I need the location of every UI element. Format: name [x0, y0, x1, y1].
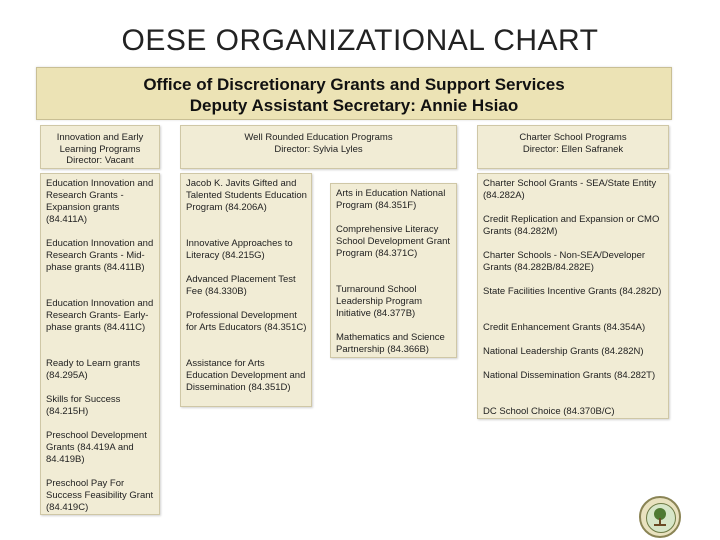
office-name: Office of Discretionary Grants and Support Services [143, 75, 565, 94]
header-well-rounded-director: Director: Sylvia Lyles [274, 143, 363, 155]
list-item: Jacob K. Javits Gifted and Talented Students Education Program (84.206A) [186, 178, 307, 213]
list-item: Skills for Success (84.215H) [46, 394, 121, 417]
column-charter [477, 173, 669, 419]
list-item: DC School Choice (84.370B/C) [483, 406, 615, 417]
header-early-learning-line1: Innovation and Early [56, 132, 144, 143]
list-item: Education Innovation and Research Grants - Mid-phase grants (84.411B) [46, 238, 154, 273]
deputy-secretary: Deputy Assistant Secretary: Annie Hsiao [189, 96, 519, 115]
list-item: Charter School Grants - SEA/State Entity (84.282A) [483, 178, 657, 201]
list-item: Comprehensive Literacy School Development Grant Program (84.371C) [336, 224, 451, 259]
header-charter-line1: Charter School Programs [519, 132, 627, 143]
header-early-learning-director: Director: Vacant [66, 155, 134, 166]
list-item: Credit Replication and Expansion or CMO Grants (84.282M) [483, 214, 660, 237]
header-early-learning-line2: Learning Programs [59, 143, 141, 155]
list-item: Preschool Pay For Success Feasibility Grant (84.419C) [46, 478, 154, 513]
list-item: Advanced Placement Test Fee (84.330B) [186, 274, 296, 297]
page-title: OESE ORGANIZATIONAL CHART [121, 24, 599, 57]
column-early-learning [40, 173, 160, 515]
list-item: Charter Schools - Non-SEA/Developer Grants (84.282B/84.282E) [483, 250, 646, 273]
list-item: Education Innovation and Research Grants - Expansion grants (84.411A) [46, 178, 154, 225]
list-item: Arts in Education National Program (84.351F) [336, 188, 446, 211]
header-early-learning [40, 125, 160, 169]
department-seal-icon [639, 496, 681, 538]
list-item: Assistance for Arts Education Development and Dissemination (84.351D) [186, 358, 306, 393]
column-well-rounded-right [330, 183, 457, 358]
header-well-rounded [180, 125, 457, 169]
office-banner [36, 67, 672, 120]
list-item: Ready to Learn grants (84.295A) [46, 358, 141, 381]
list-item: Turnaround School Leadership Program Initiative (84.377B) [336, 284, 423, 319]
list-item: Credit Enhancement Grants (84.354A) [483, 322, 646, 333]
list-item: Education Innovation and Research Grants- Early-phase grants (84.411C) [46, 298, 154, 333]
tree-icon [648, 505, 672, 529]
list-item: National Leadership Grants (84.282N) [483, 346, 644, 357]
list-item: Preschool Development Grants (84.419A and 84.419B) [46, 430, 147, 465]
list-item: Professional Development for Arts Educators (84.351C) [186, 310, 307, 333]
list-item: Innovative Approaches to Literacy (84.215G) [186, 238, 293, 261]
list-item: State Facilities Incentive Grants (84.282D) [483, 286, 662, 297]
header-charter [477, 125, 669, 169]
header-well-rounded-line1: Well Rounded Education Programs [244, 132, 393, 143]
list-item: National Dissemination Grants (84.282T) [483, 370, 656, 381]
list-item: Mathematics and Science Partnership (84.366B) [336, 332, 445, 355]
column-well-rounded-left [180, 173, 312, 407]
header-charter-director: Director: Ellen Safranek [522, 143, 624, 155]
